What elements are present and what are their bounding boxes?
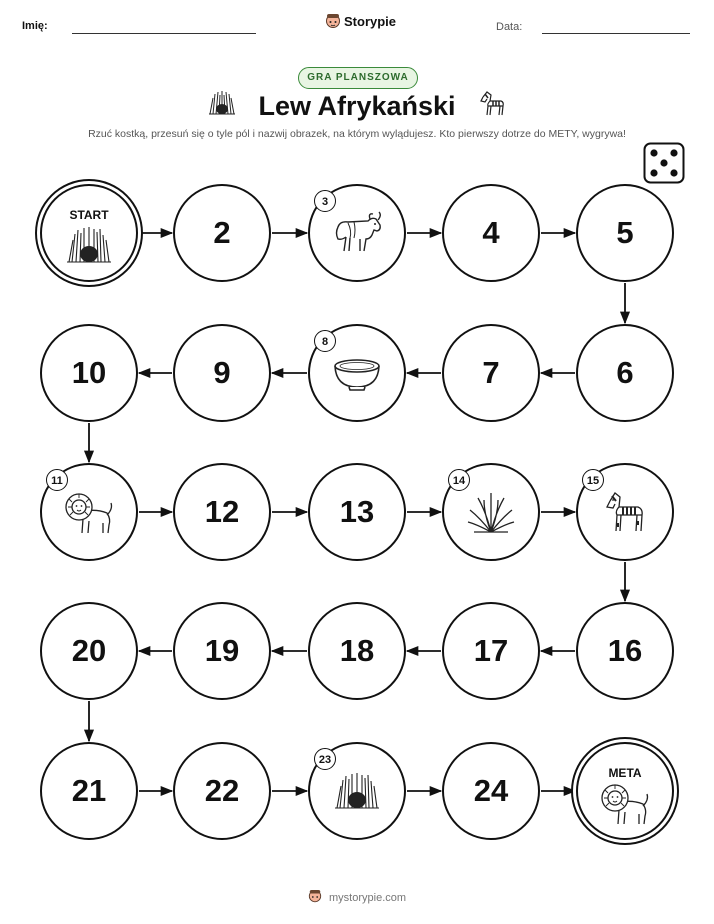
burrow-icon <box>42 210 136 280</box>
board-cell-4 <box>442 184 540 282</box>
board-cell-13 <box>308 463 406 561</box>
cell-number: 5 <box>616 215 634 250</box>
board-cell-24 <box>442 742 540 840</box>
cell-number: 12 <box>204 494 240 529</box>
cell-number: 20 <box>71 633 107 668</box>
board-cell-3 <box>308 184 406 282</box>
board-cell-11 <box>40 463 138 561</box>
game-type-badge: GRA PLANSZOWA <box>298 67 418 89</box>
board-cell-23 <box>308 742 406 840</box>
grass-icon <box>444 465 538 559</box>
cell-number: 3 <box>314 190 336 212</box>
footer-url: mystorypie.com <box>329 892 407 904</box>
cell-number: 7 <box>482 355 500 390</box>
cell-number: 24 <box>473 773 509 808</box>
board-cell-10 <box>40 324 138 422</box>
board-cell-8 <box>308 324 406 422</box>
finish-cell <box>576 742 674 840</box>
board-cell-6 <box>576 324 674 422</box>
start-cell <box>40 184 138 282</box>
page-title: Lew Afrykański <box>258 91 456 121</box>
storypie-logo-icon <box>308 889 322 907</box>
cell-number: 19 <box>204 633 240 668</box>
date-label: Data: <box>496 21 523 33</box>
board-cell-19 <box>173 602 271 700</box>
name-label: Imię: <box>22 20 48 32</box>
cell-number: 17 <box>473 633 509 668</box>
lion-icon <box>578 768 672 838</box>
board-cell-5 <box>576 184 674 282</box>
board-cell-15 <box>576 463 674 561</box>
cell-number: 18 <box>339 633 375 668</box>
board-cell-18 <box>308 602 406 700</box>
board-cell-9 <box>173 324 271 422</box>
wildebeest-icon <box>310 186 404 280</box>
cell-number: 10 <box>71 355 107 390</box>
cell-number: 14 <box>448 469 470 491</box>
cell-number: 13 <box>339 494 375 529</box>
zebra-icon <box>578 465 672 559</box>
board-cell-20 <box>40 602 138 700</box>
cell-number: 4 <box>482 215 500 250</box>
cell-number: 21 <box>71 773 107 808</box>
cell-number: 8 <box>314 330 336 352</box>
board-cell-7 <box>442 324 540 422</box>
cell-number: 23 <box>314 748 336 770</box>
board-cell-2 <box>173 184 271 282</box>
cell-number: 2 <box>213 215 231 250</box>
lion-icon <box>42 465 136 559</box>
brand-name: Storypie <box>344 14 397 29</box>
board-cell-22 <box>173 742 271 840</box>
cell-number: 15 <box>582 469 604 491</box>
board-cell-14 <box>442 463 540 561</box>
board-cell-17 <box>442 602 540 700</box>
cell-number: 11 <box>46 469 68 491</box>
board-cell-12 <box>173 463 271 561</box>
cell-number: 16 <box>607 633 643 668</box>
cell-number: 6 <box>616 355 634 390</box>
board-cell-16 <box>576 602 674 700</box>
burrow-icon <box>310 744 404 838</box>
bowl-icon <box>310 326 404 420</box>
cell-label: META <box>608 766 642 780</box>
cell-number: 9 <box>213 355 231 390</box>
footer <box>0 889 714 907</box>
board-cell-21 <box>40 742 138 840</box>
instructions: Rzuć kostką, przesuń się o tyle pól i nazwij obrazek, na którym wylądujesz. Kto pierwszy dotrze do METY, wygrywa! <box>88 128 626 140</box>
cell-label: START <box>69 208 109 222</box>
cell-number: 22 <box>204 773 240 808</box>
